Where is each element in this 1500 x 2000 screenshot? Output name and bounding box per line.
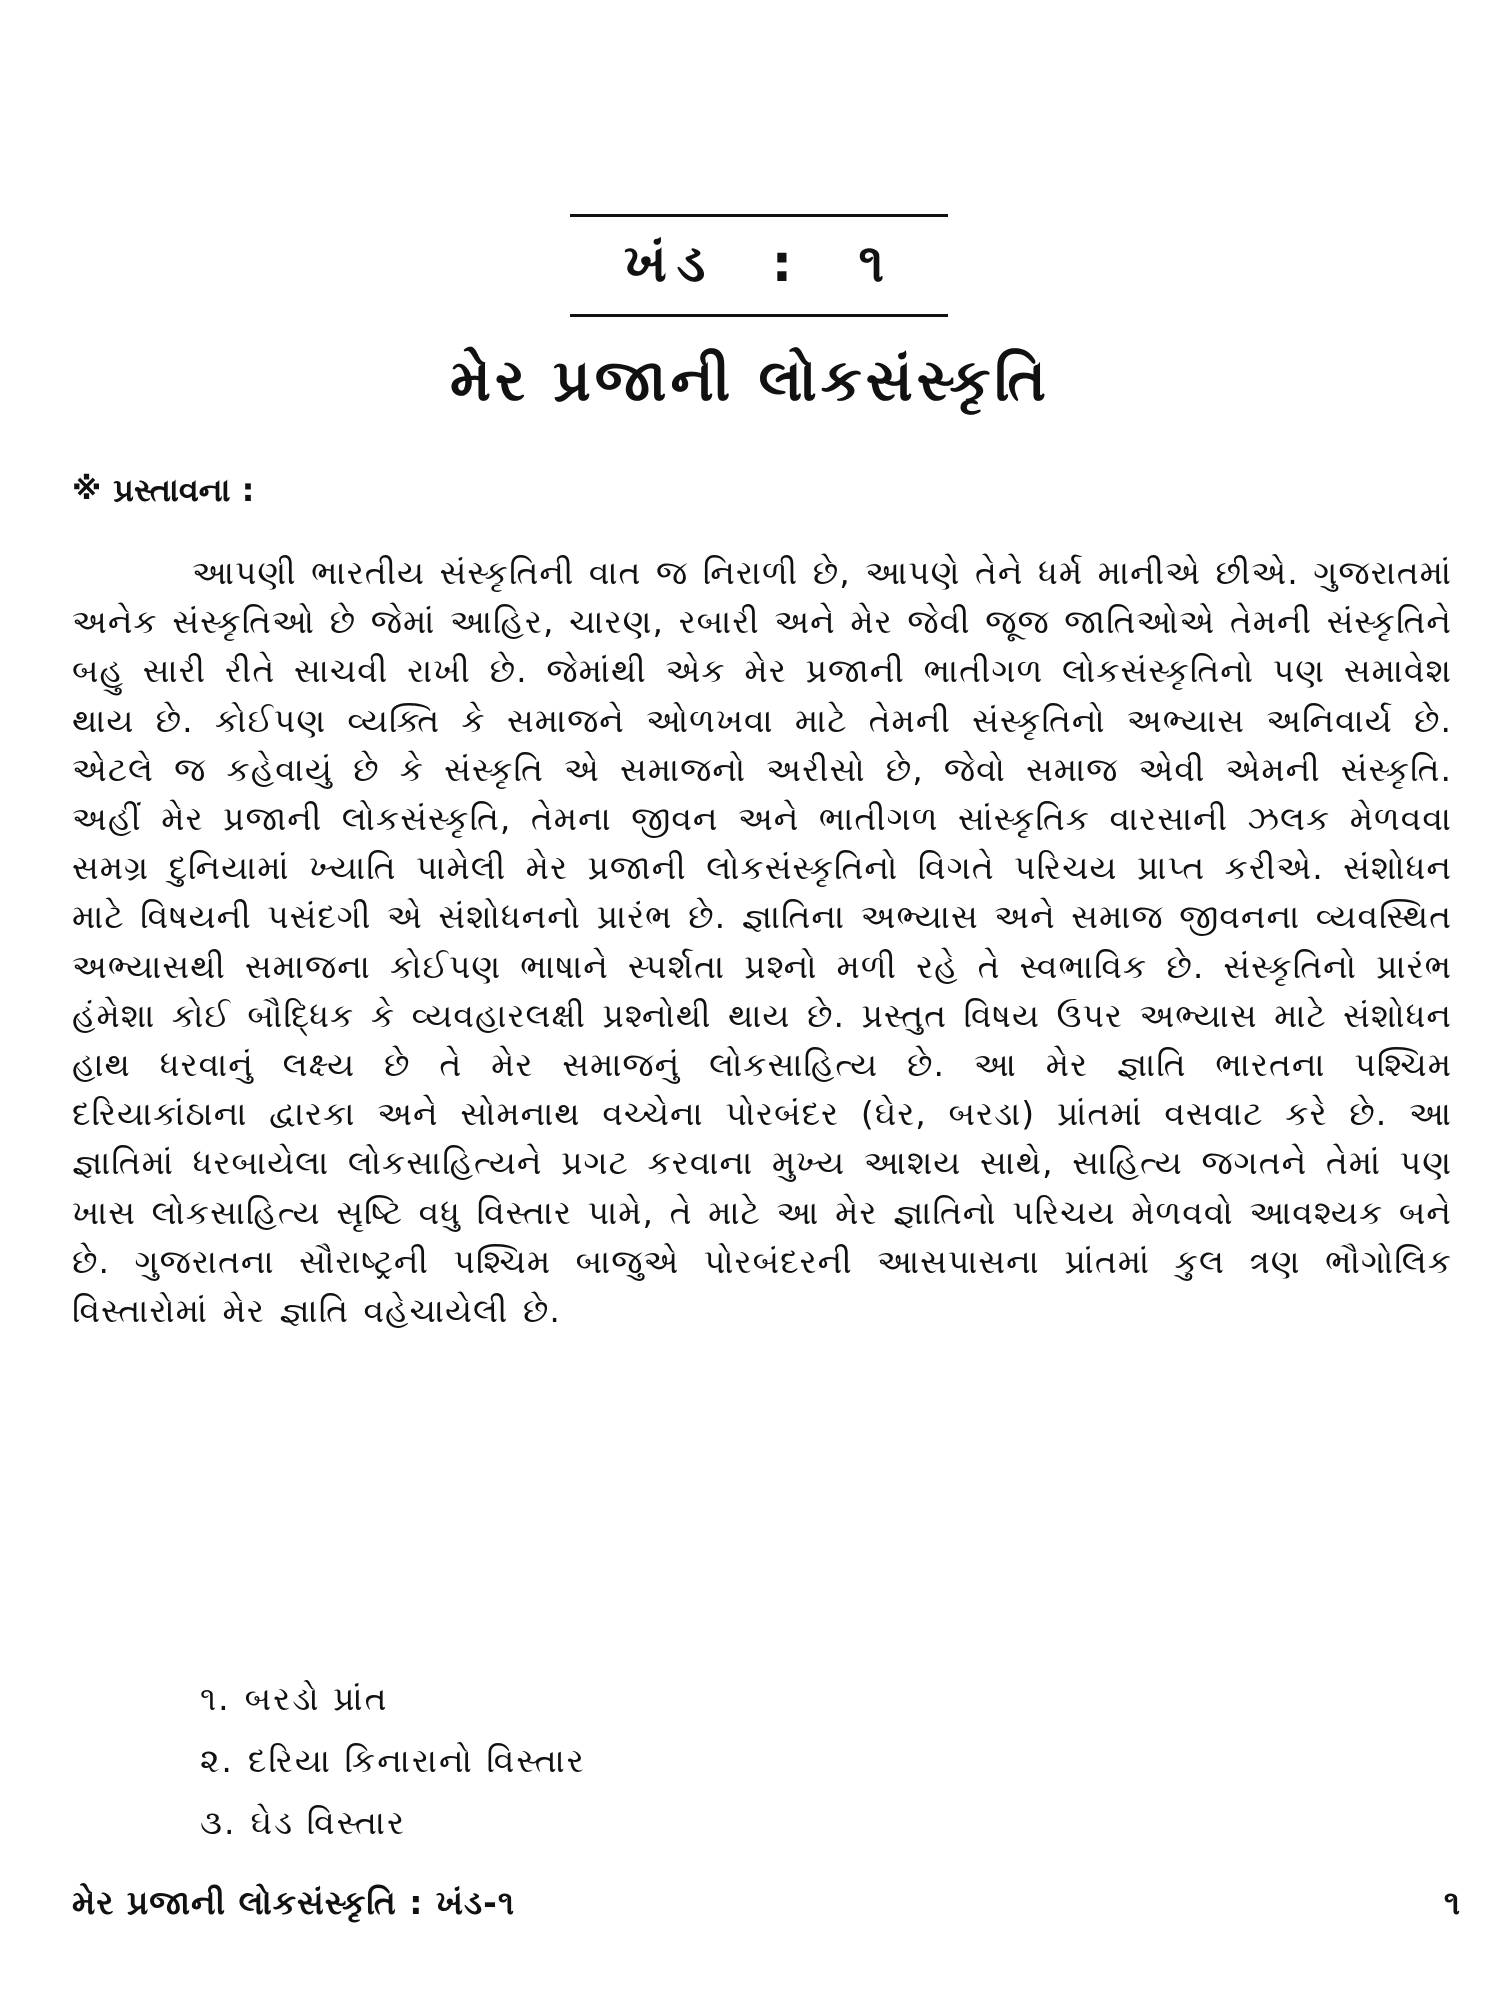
- top-rule: [570, 214, 948, 217]
- list-item-label: બરડો પ્રાંત: [244, 1679, 389, 1718]
- chapter-title: મેર પ્રજાની લોકસંસ્કૃતિ: [450, 346, 1050, 414]
- list-item: [200, 1730, 586, 1792]
- page-number: ૧: [1443, 1883, 1460, 1922]
- intro-paragraph: આપણી ભારતીય સંસ્કૃતિની વાત જ નિરાળી છે, આપણે તેને ધર્મ માનીએ છીએ. ગુજરાતમાં અનેક સંસ્કૃતિઓ છે જેમાં આહિર, ચારણ, રબારી અને મેર જેવી જૂજ જાતિઓએ તેમની સંસ્કૃતિને બહુ સારી રીતે સાચવી રાખી છે. જેમાંથી એક મેર પ્રજાની ભાતીગળ લોકસંસ્કૃતિનો પણ સમાવેશ થાય છે. કોઈપણ વ્યક્તિ કે સમાજને ઓળખવા માટે તેમની સંસ્કૃતિનો અભ્યાસ અનિવાર્ય છે. એટલે જ કહેવાયું છે કે સંસ્કૃતિ એ સમાજનો અરીસો છે, જેવો સમાજ એવી એમની સંસ્કૃતિ. અહીં મેર પ્રજાની લોકસંસ્કૃતિ, તેમના જીવન અને ભાતીગળ સાંસ્કૃતિક વારસાની ઝલક મેળવવા સમગ્ર દુનિયામાં ખ્યાતિ પામેલી મેર પ્રજાની લોકસંસ્કૃતિનો વિગતે પરિચય પ્રાપ્ત કરીએ. સંશોધન માટે વિષયની પસંદગી એ સંશોધનનો પ્રારંભ છે. જ્ઞાતિના અભ્યાસ અને સમાજ જીવનના વ્યવસ્થિત અભ્યાસથી સમાજના કોઈપણ ભાષાને સ્પર્શતા પ્રશ્નો મળી રહે તે સ્વભાવિક છે. સંસ્કૃતિનો પ્રારંભ હંમેશા કોઈ બૌદ્ધિક કે વ્યવહારલક્ષી પ્રશ્નોથી થાય છે. પ્રસ્તુત વિષય ઉપર અભ્યાસ માટે સંશોધન હાથ ધરવાનું લક્ષ્ય છે તે મેર સમાજનું લોકસાહિત્ય છે. આ મેર જ્ઞાતિ ભારતના પશ્ચિમ દરિયાકાંઠાના દ્વારકા અને સોમનાથ વચ્ચેના પોરબંદર (ઘેર, બરડા) પ્રાંતમાં વસવાટ કરે છે. આ જ્ઞાતિમાં ધરબાયેલા લોકસાહિત્યને પ્રગટ કરવાના મુખ્ય આશય સાથે, સાહિત્ય જગતને તેમાં પણ ખાસ લોકસાહિત્ય સૃષ્ટિ વધુ વિસ્તાર પામે, તે માટે આ મેર જ્ઞાતિનો પરિચય મેળવવો આવશ્યક બને છે. ગુજરાતના સૌરાષ્ટ્રની પશ્ચિમ બાજુએ પોરબંદરની આસપાસના પ્રાંતમાં કુલ ત્રણ ભૌગોલિક વિસ્તારોમાં મેર જ્ઞાતિ વહેચાયેલી છે.: [72, 553, 1452, 1331]
- list-item-label: ઘેડ વિસ્તાર: [250, 1803, 407, 1842]
- intro-heading: [72, 468, 254, 512]
- asterism-icon: ※: [72, 472, 102, 507]
- region-list: [200, 1668, 586, 1854]
- intro-heading-label: પ્રસ્તાવના :: [113, 471, 255, 509]
- list-item-number: ૨.: [200, 1741, 234, 1780]
- list-item-number: ૧.: [200, 1679, 231, 1718]
- list-item-label: દરિયા કિનારાનો વિસ્તાર: [247, 1741, 586, 1780]
- list-item: [200, 1792, 586, 1854]
- bottom-rule: [570, 314, 948, 317]
- list-item: [200, 1668, 586, 1730]
- section-label: ખંડ : ૧: [624, 234, 894, 294]
- running-footer-title: મેર પ્રજાની લોકસંસ્કૃતિ : ખંડ-૧: [72, 1883, 516, 1922]
- list-item-number: ૩.: [200, 1803, 237, 1842]
